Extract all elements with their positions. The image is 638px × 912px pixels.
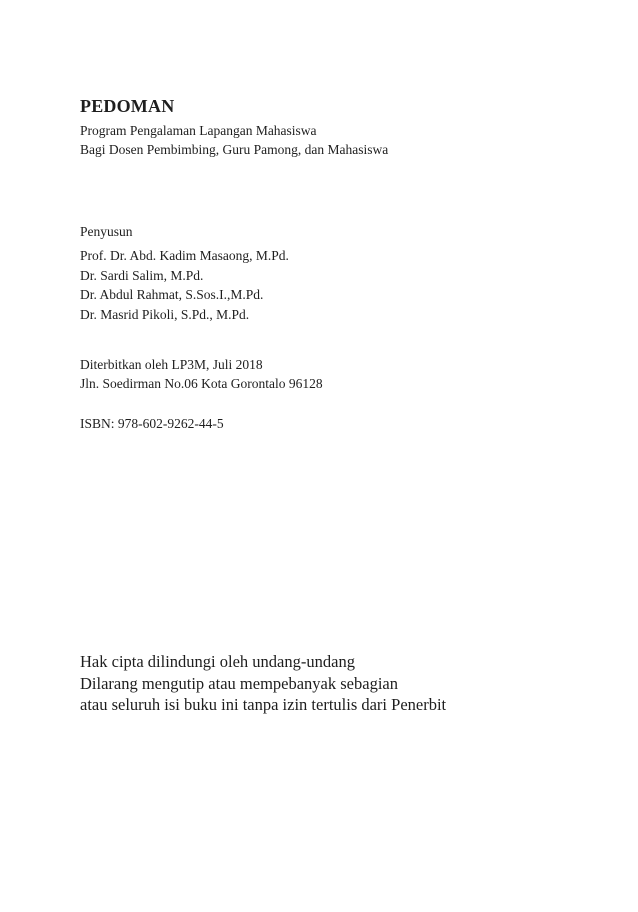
- copyright-line: Hak cipta dilindungi oleh undang-undang: [80, 652, 355, 671]
- authors-list: [80, 246, 600, 324]
- publisher-info: [80, 355, 600, 393]
- copyright-line: Dilarang mengutip atau mempebanyak sebagian: [80, 673, 398, 693]
- document-title: PEDOMAN: [80, 96, 175, 116]
- author-name: Dr. Masrid Pikoli, S.Pd., M.Pd.: [80, 306, 250, 322]
- copyright-line: atau seluruh isi buku ini tanpa izin tertulis dari Penerbit: [80, 695, 447, 714]
- author-name: Prof. Dr. Abd. Kadim Masaong, M.Pd.: [80, 248, 289, 263]
- copyright-notice: [80, 651, 600, 716]
- publisher-line: Diterbitkan oleh LP3M, Juli 2018: [80, 357, 263, 372]
- author-name: Dr. Sardi Salim, M.Pd.: [80, 267, 204, 283]
- subtitle-line: Bagi Dosen Pembimbing, Guru Pamong, dan Mahasiswa: [80, 142, 389, 157]
- document-subtitle: [80, 121, 600, 159]
- isbn-number: ISBN: 978-602-9262-44-5: [80, 416, 224, 431]
- subtitle-line: Program Pengalaman Lapangan Mahasiswa: [80, 123, 317, 138]
- publisher-address: Jln. Soedirman No.06 Kota Gorontalo 96128: [80, 376, 323, 391]
- author-name: Dr. Abdul Rahmat, S.Sos.I.,M.Pd.: [80, 287, 264, 302]
- authors-heading: Penyusun: [80, 224, 133, 239]
